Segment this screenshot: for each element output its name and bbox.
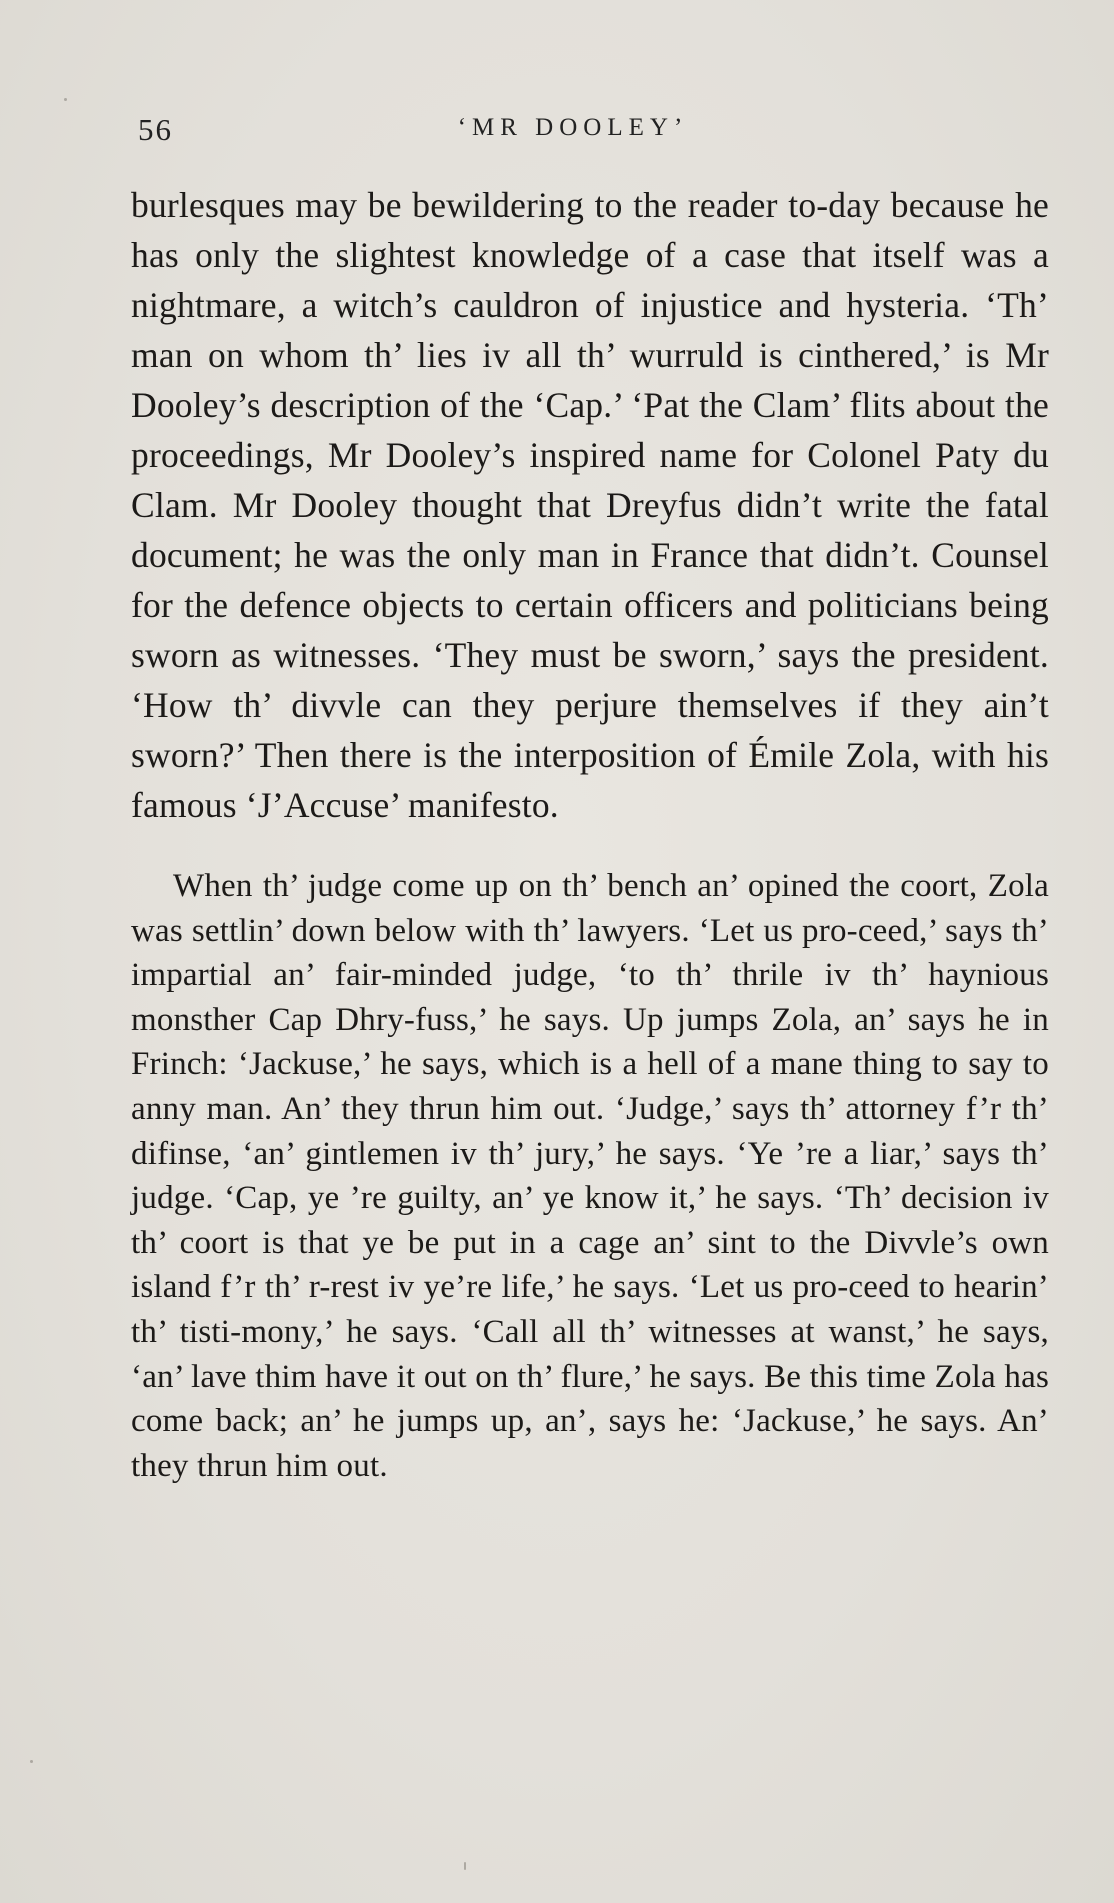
running-title: ‘MR DOOLEY’ xyxy=(457,114,689,141)
page-number: 56 xyxy=(138,112,173,147)
paragraph-commentary: burlesques may be bewildering to the reader to-day because he has only the slightest knowledge of a case that itself was a nightmare, a witch’s cauldron of injustice and hysteria. ‘Th’ man on whom th’ lies iv all th’ wurruld is cinthered,’ is Mr Dooley’s description of the ‘Cap.’ ‘Pat the Clam’ flits about the proceedings, Mr Dooley’s inspired name for Colonel Paty du Clam. Mr Dooley thought that Dreyfus didn’t write the fatal document; he was the only man in France that didn’t. Counsel for the defence objects to certain officers and politicians being sworn as witnesses. ‘They must be sworn,’ says the president. ‘How th’ divvle can they perjure themselves if they ain’t sworn?’ Then there is the interposition of Émile Zola, with his famous ‘J’Accuse’ manifesto. xyxy=(131,185,1049,825)
paper-speck xyxy=(464,1862,466,1870)
paper-speck xyxy=(64,98,67,101)
paper-speck xyxy=(30,1760,33,1763)
body-text xyxy=(131,180,1049,1488)
paragraph-dooley-quotation: When th’ judge come up on th’ bench an’ opined the coort, Zola was settlin’ down below with th’ lawyers. ‘Let us pro-ceed,’ says th’ impartial an’ fair-minded judge, ‘to th’ thrile iv th’ haynious monsther Cap Dhry-fuss,’ he says. Up jumps Zola, an’ says he in Frinch: ‘Jackuse,’ he says, which is a hell of a mane thing to say to anny man. An’ they thrun him out. ‘Judge,’ says th’ attorney f’r th’ difinse, ‘an’ gintlemen iv th’ jury,’ he says. ‘Ye ’re a liar,’ says th’ judge. ‘Cap, ye ’re guilty, an’ ye know it,’ he says. ‘Th’ decision iv th’ coort is that ye be put in a cage an’ sint to the Divvle’s own island f’r th’ r-rest iv ye’re life,’ he says. ‘Let us pro-ceed to hearin’ th’ tisti-mony,’ he says. ‘Call all th’ witnesses at wanst,’ he says, ‘an’ lave thim have it out on th’ flure,’ he says. Be this time Zola has come back; an’ he jumps up, an’, says he: ‘Jackuse,’ he says. An’ they thrun him out. xyxy=(131,868,1049,1484)
running-head xyxy=(138,112,1048,156)
